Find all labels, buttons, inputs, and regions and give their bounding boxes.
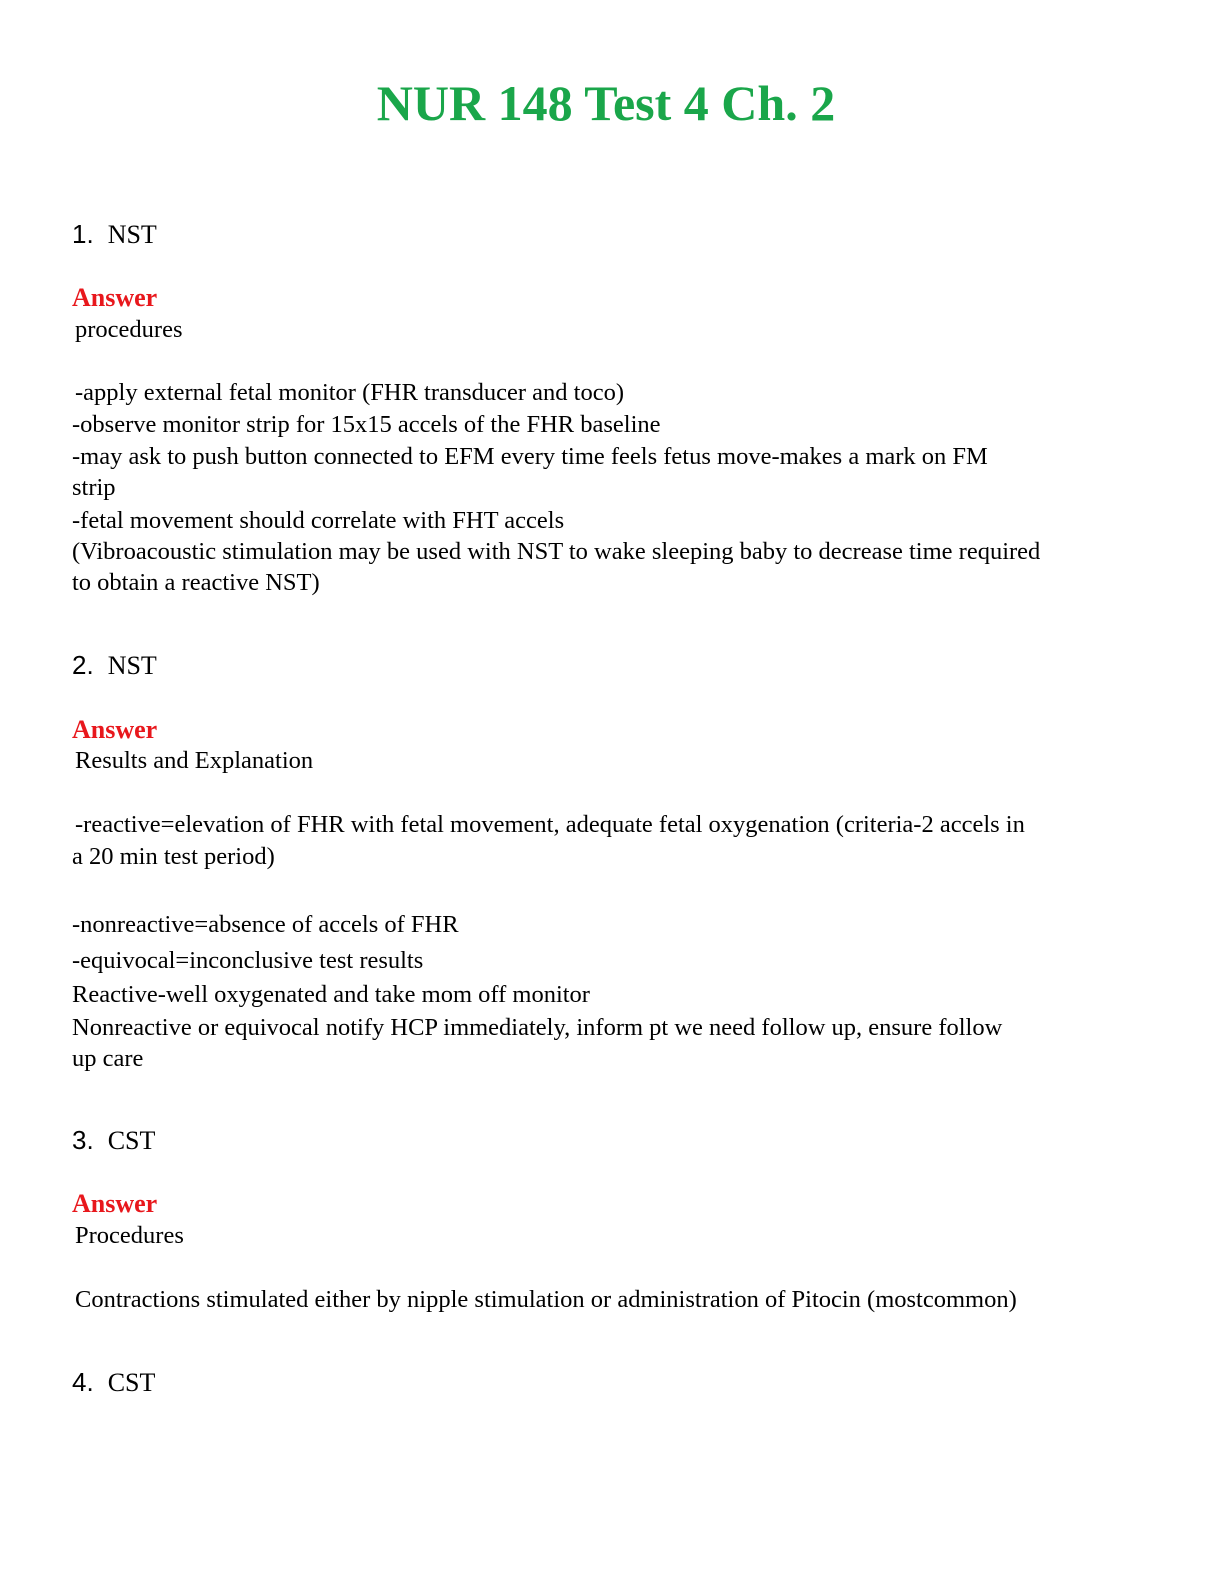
answer-label: Answer (72, 715, 158, 744)
answer-line: -fetal movement should correlate with FHT accels (72, 507, 565, 534)
answer-line: Results and Explanation (75, 747, 314, 774)
question-term: NST (107, 220, 157, 249)
question-number: 2. (72, 650, 94, 680)
question-number: 3. (72, 1125, 94, 1155)
answer-line: Nonreactive or equivocal notify HCP immediately, inform pt we need follow up, ensure follow (72, 1014, 1003, 1041)
answer-line: -nonreactive=absence of accels of FHR (72, 911, 459, 938)
question-term: NST (107, 651, 157, 680)
answer-line: Procedures (75, 1222, 184, 1249)
answer-line: strip (72, 474, 116, 501)
question-term: CST (107, 1126, 156, 1155)
answer-line: a 20 min test period) (72, 843, 275, 870)
question-number: 4. (72, 1367, 94, 1397)
question-1-heading (72, 218, 157, 251)
answer-line: Contractions stimulated either by nipple stimulation or administration of Pitocin (mostcommon) (75, 1286, 1017, 1313)
answer-label: Answer (72, 1189, 158, 1218)
answer-line: procedures (75, 316, 183, 343)
answer-line: -observe monitor strip for 15x15 accels of the FHR baseline (72, 411, 661, 438)
answer-line: -apply external fetal monitor (FHR transducer and toco) (75, 379, 625, 406)
page-title: NUR 148 Test 4 Ch. 2 (376, 75, 836, 131)
question-term: CST (107, 1368, 156, 1397)
answer-line: (Vibroacoustic stimulation may be used with NST to wake sleeping baby to decrease time required (72, 538, 1041, 565)
answer-line: -equivocal=inconclusive test results (72, 947, 424, 974)
question-3-heading (72, 1124, 155, 1157)
answer-line: -reactive=elevation of FHR with fetal movement, adequate fetal oxygenation (criteria-2 accels in (75, 811, 1025, 838)
answer-line: to obtain a reactive NST) (72, 569, 320, 596)
answer-line: -may ask to push button connected to EFM every time feels fetus move-makes a mark on FM (72, 443, 988, 470)
answer-line: up care (72, 1045, 144, 1072)
question-2-heading (72, 649, 157, 682)
question-number: 1. (72, 219, 94, 249)
answer-label: Answer (72, 283, 158, 312)
answer-line: Reactive-well oxygenated and take mom off monitor (72, 981, 590, 1008)
question-4-heading (72, 1366, 155, 1399)
